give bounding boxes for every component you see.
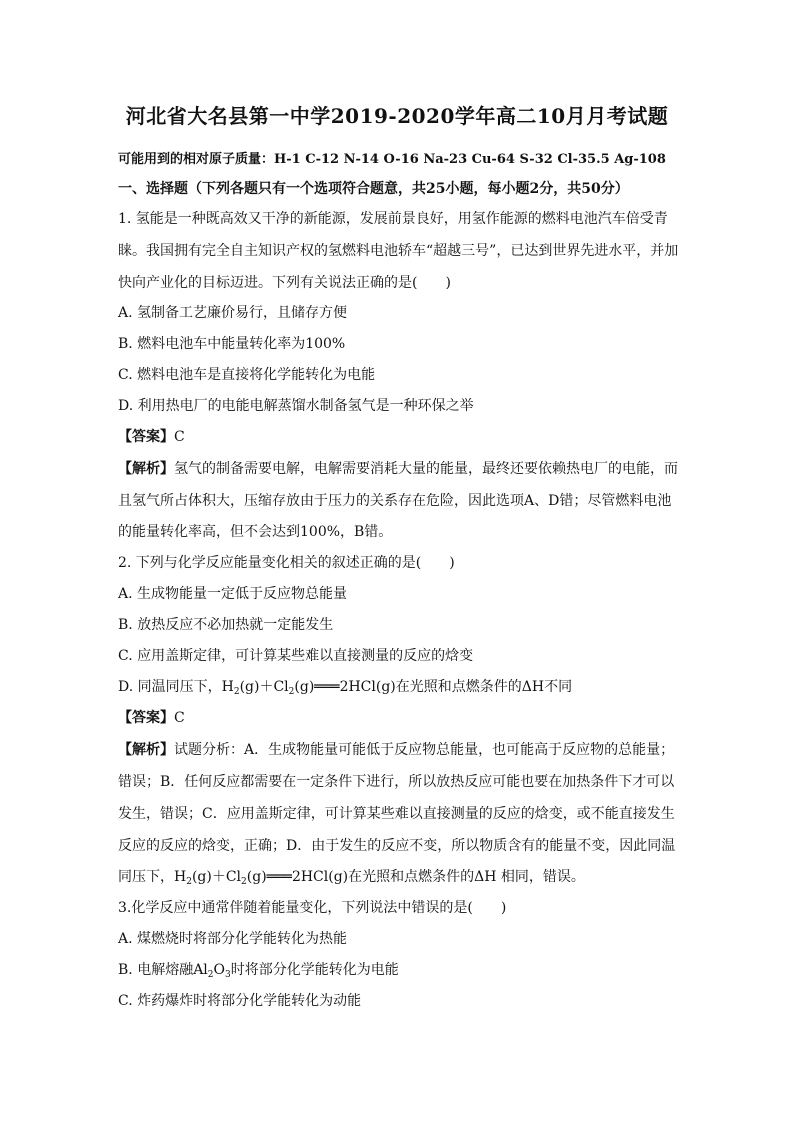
q2-option-d-text-3: (g)═══2HCl(g)在光照和点燃条件的ΔH不同 [294,679,573,695]
q3-option-a: A. 煤燃烧时将部分化学能转化为热能 [118,931,348,947]
q1-option-a: A. 氢制备工艺廉价易行，且储存方便 [118,305,348,321]
q2-analysis-text-3: (g)═══2HCl(g)在光照和点燃条件的ΔH 相同，错误。 [246,869,585,885]
atomic-mass-line: 可能用到的相对原子质量：H-1 C-12 N-14 O-16 Na-23 Cu-64 S-32 Cl-35.5 Ag-108 [118,152,666,167]
analysis-text: 试题分析：A．生成物能量可能低于反应物总能量，也可能高于反应物的总能量； [174,742,675,758]
q1-option-d: D. 利用热电厂的电能电解蒸馏水制备氢气是一种环保之举 [118,398,474,414]
answer-value: C [174,429,185,445]
q3-option-b-text-1: B. 电解熔融Al [118,962,208,978]
q3-option-c: C. 炸药爆炸时将部分化学能转化为动能 [118,993,362,1009]
q3-option-b [118,959,399,980]
q2-option-b: B. 放热反应不必加热就一定能发生 [118,617,334,633]
q2-option-d-text-2: (g)＋Cl [239,679,289,695]
q1-option-c: C. 燃料电池车是直接将化学能转化为电能 [118,367,376,383]
subscript: 2 [288,687,295,697]
q1-analysis-line-2: 且氢气所占体积大，压缩存放由于压力的关系存在危险，因此选项A、D错；尽管燃料电池 [118,493,672,509]
subscript: 2 [186,877,192,887]
q2-answer [118,707,185,727]
page-title: 河北省大名县第一中学2019-2020学年高二10月月考试题 [125,104,669,128]
q2-stem: 2. 下列与化学反应能量变化相关的叙述正确的是( ) [118,555,455,571]
q1-stem-line-3: 快向产业化的目标迈进。下列有关说法正确的是( ) [118,275,451,291]
q3-option-b-text-3: 时将部分化学能转化为电能 [230,962,399,978]
analysis-label: 【解析】 [118,461,174,477]
q2-option-d-text-1: D. 同温同压下，H [118,679,234,695]
q3-option-b-text-2: O [213,962,225,978]
subscript: 2 [233,687,240,697]
q2-analysis-text-1: 同压下，H [118,869,187,885]
section-heading: 一、选择题（下列各题只有一个选项符合题意，共25小题，每小题2分，共50分） [118,181,629,197]
q1-analysis-line-3: 的能量转化率高，但不会达到100%，B错。 [118,524,393,540]
q1-stem-line-2: 睐。我国拥有完全自主知识产权的氢燃料电池轿车“超越三号”，已达到世界先进水平，并加 [118,243,679,259]
q2-option-a: A. 生成物能量一定低于反应物总能量 [118,586,348,602]
q2-analysis-line-2: 错误；B．任何反应都需要在一定条件下进行，所以放热反应可能也要在加热条件下才可以 [118,774,675,790]
q1-stem-line-1: 1. 氢能是一种既高效又干净的新能源，发展前景良好，用氢作能源的燃料电池汽车倍受青 [118,211,668,227]
subscript: 2 [207,970,214,980]
q2-analysis-line-1 [118,739,674,759]
subscript: 3 [225,970,231,980]
q2-analysis-line-4: 反应的反应的焓变，正确；D．由于发生的反应不变，所以物质含有的能量不变，因此同温 [118,838,676,854]
subscript: 2 [241,877,247,887]
analysis-label: 【解析】 [118,742,174,758]
q2-analysis-line-5 [118,866,585,887]
q3-stem: 3.化学反应中通常伴随着能量变化，下列说法中错误的是( ) [118,900,507,916]
q2-option-d [118,676,572,697]
q1-analysis-line-1 [118,458,678,478]
q2-analysis-text-2: (g)＋Cl [191,869,242,885]
q1-option-b: B. 燃料电池车中能量转化率为100% [118,336,346,352]
answer-value: C [174,710,185,726]
answer-label: 【答案】 [118,429,174,445]
q1-answer [118,426,185,446]
analysis-text: 氢气的制备需要电解，电解需要消耗大量的能量，最终还要依赖热电厂的电能，而 [174,461,678,477]
q2-option-c: C. 应用盖斯定律，可计算某些难以直接测量的反应的焓变 [118,648,474,664]
answer-label: 【答案】 [118,710,174,726]
q2-analysis-line-3: 发生，错误；C．应用盖斯定律，可计算某些难以直接测量的反应的焓变，或不能直接发生 [118,806,675,822]
